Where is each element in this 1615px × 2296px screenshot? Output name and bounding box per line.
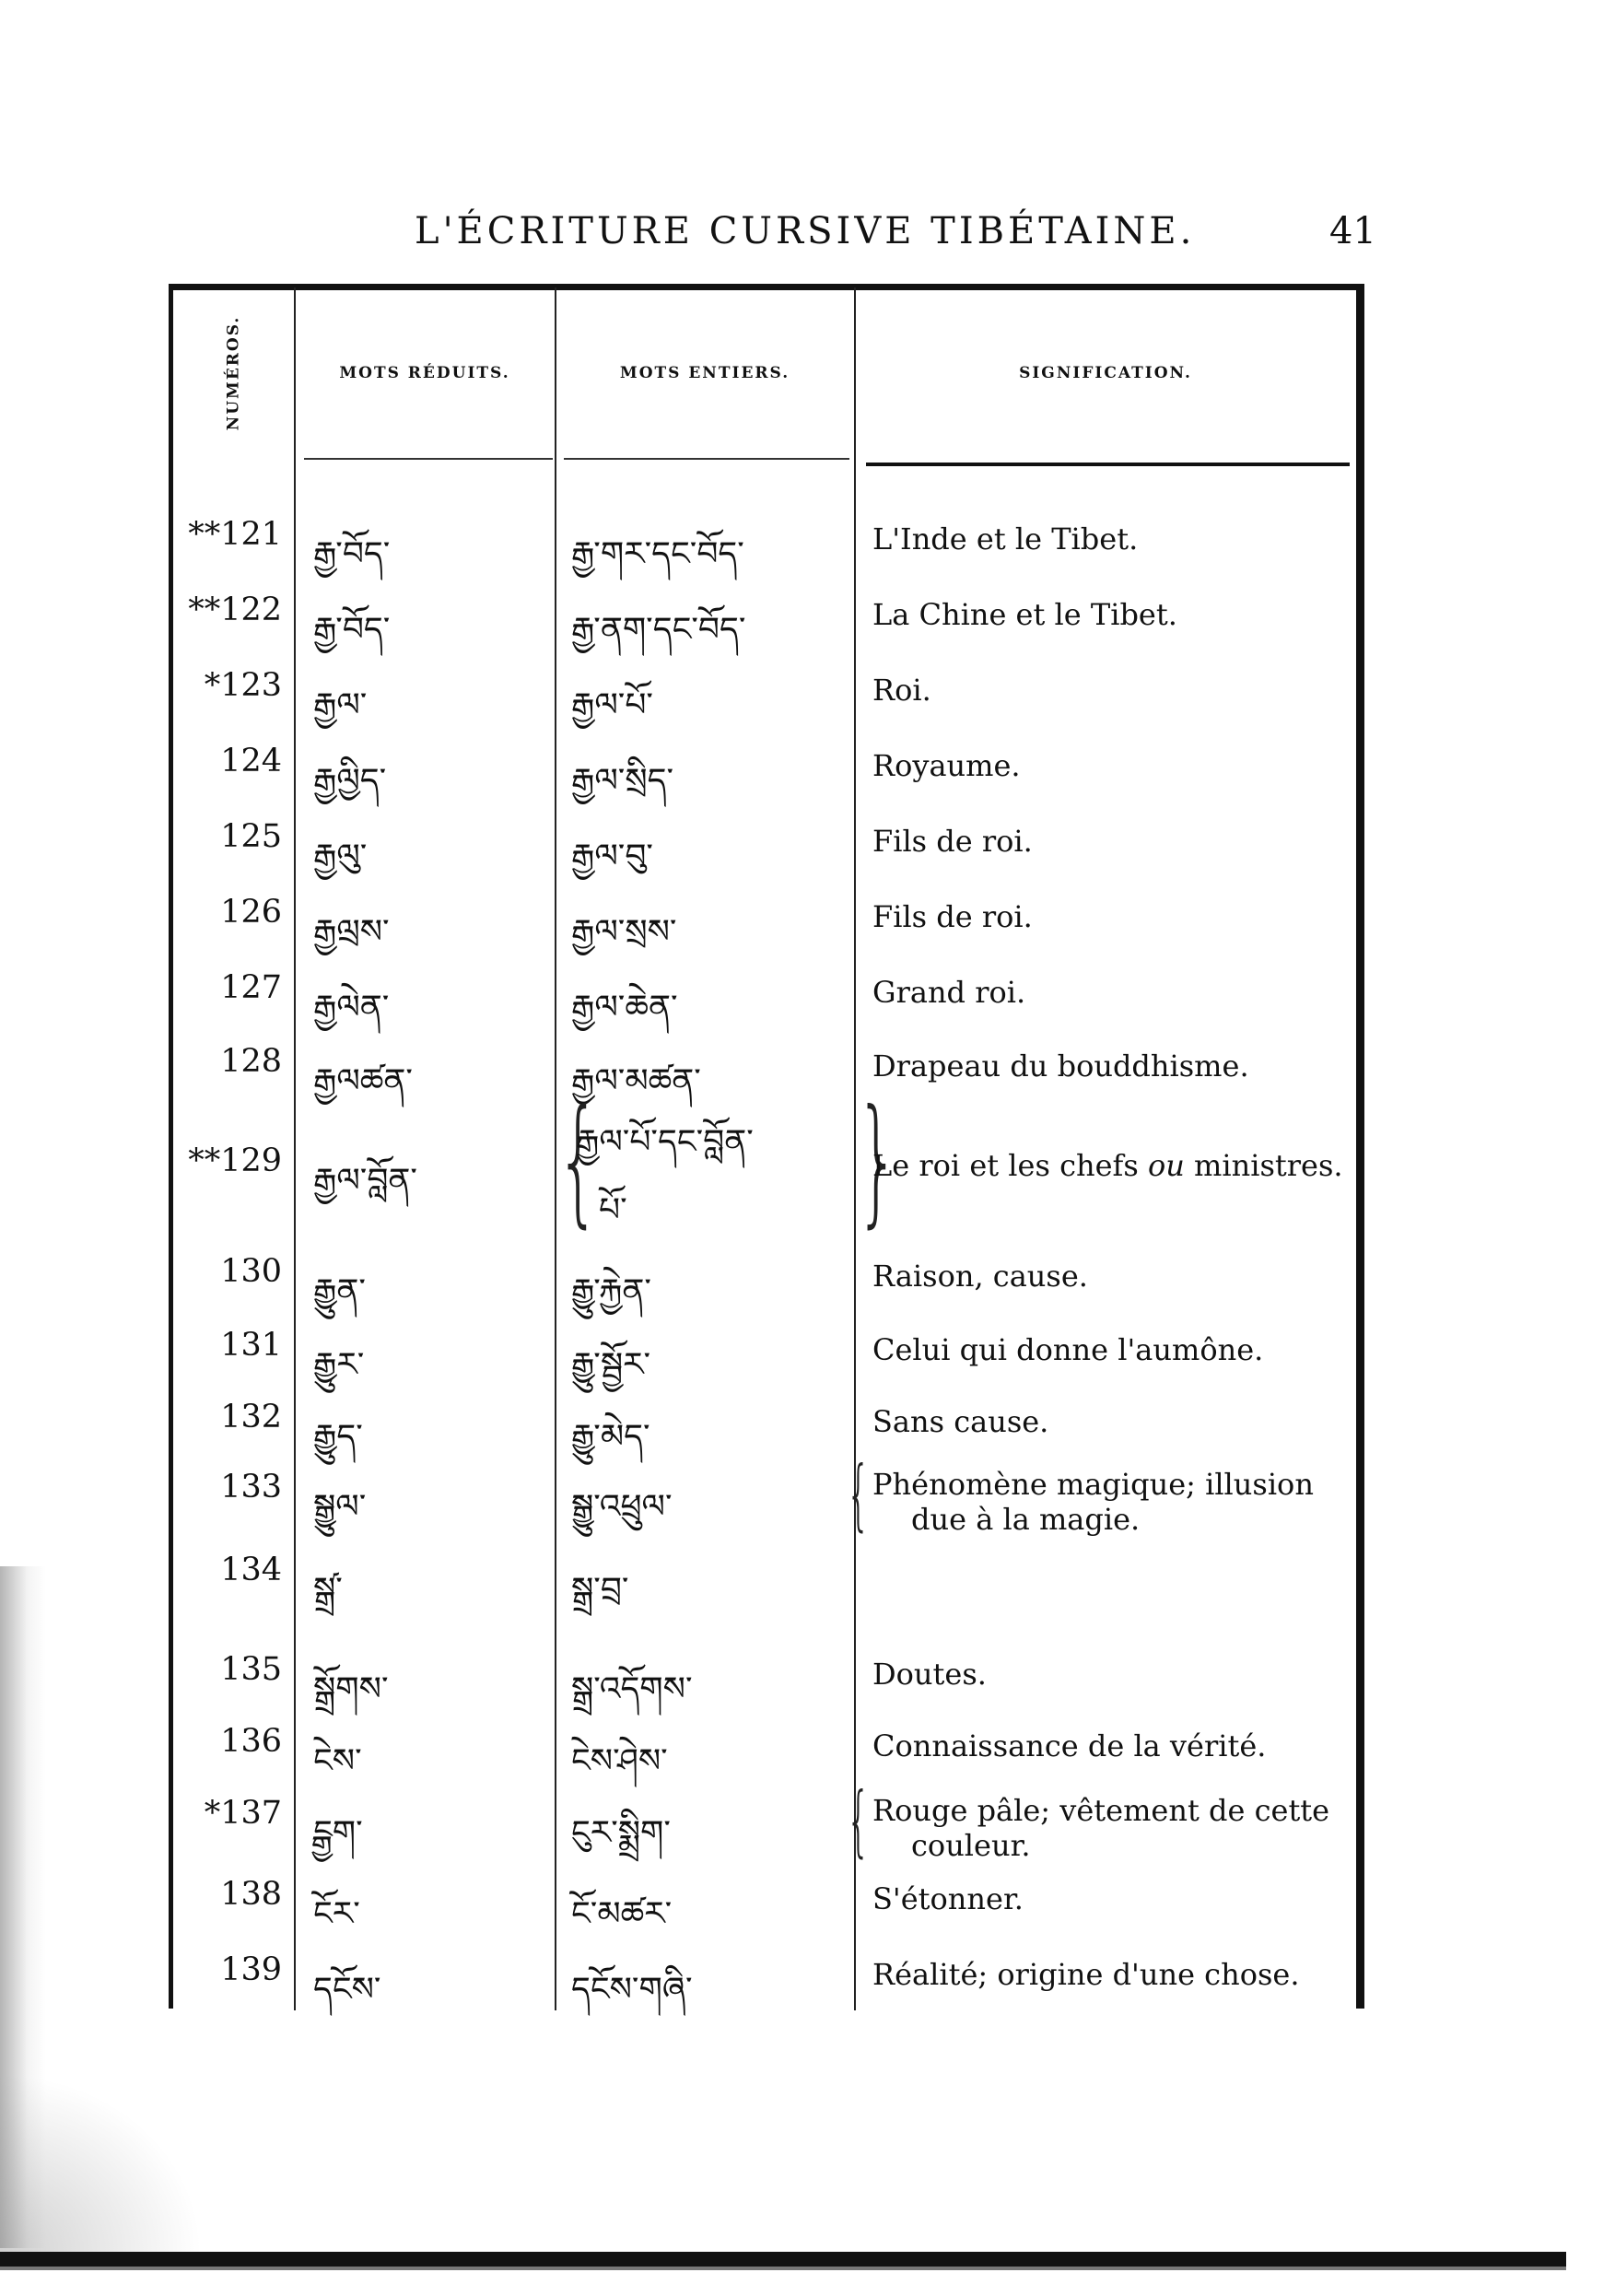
full-word: རྒྱལ་ཆེན་	[571, 989, 678, 1026]
full-word: ངུར་སྨྲིག་	[571, 1814, 671, 1852]
reduced-word: རྒྱུན་	[313, 1272, 366, 1310]
meaning-emphasis: ou	[1147, 1148, 1185, 1183]
reduced-word: རྒྱལེན་	[313, 989, 390, 1026]
reduced-word: རྒྱལ་བློན་	[313, 1162, 417, 1200]
full-word: རྒྱུ་སྦྱོར་	[571, 1346, 651, 1384]
entry-number: 125	[220, 818, 282, 855]
meaning: Royaume.	[872, 748, 1021, 783]
bottom-rule	[0, 2252, 1566, 2267]
entry-number: 139	[220, 1951, 282, 1988]
entry-number: 128	[220, 1043, 282, 1080]
full-word: རྒྱལ་སྲས་	[571, 913, 677, 951]
full-word: དངོས་གཞི་	[571, 1971, 693, 2009]
meaning: Connaissance de la vérité.	[872, 1728, 1267, 1763]
meaning	[872, 1793, 1352, 1863]
full-word: ངོ་མཚར་	[571, 1895, 673, 1933]
meaning: Doutes.	[872, 1657, 987, 1692]
meaning: La Chine et le Tibet.	[872, 597, 1177, 632]
full-word: སྒྱུ་འཕྲུལ་	[571, 1488, 673, 1526]
entry-number: 124	[220, 743, 282, 779]
reduced-word: ངེས་	[313, 1742, 362, 1780]
reduced-word: རྒྱ་བོད་	[313, 611, 391, 649]
reduced-word: དངོས་	[313, 1971, 381, 2009]
column-header-mots-reduits	[297, 295, 553, 451]
meaning-line: couleur.	[911, 1828, 1031, 1863]
page-title: L'ÉCRITURE CURSIVE TIBÉTAINE.	[415, 210, 1196, 252]
full-word: རྒྱལ་པོ་དང་བློན་	[576, 1123, 754, 1161]
left-brace: {	[556, 1081, 601, 1241]
meaning: L'Inde et le Tibet.	[872, 521, 1139, 556]
meaning: S'étonner.	[872, 1881, 1024, 1916]
full-word-continuation: པོ་	[599, 1191, 627, 1229]
meaning: Celui qui donne l'aumône.	[872, 1332, 1264, 1367]
column-header-label: NUMÉROS.	[223, 315, 242, 431]
full-word: རྒྱ་གར་དང་བོད་	[571, 535, 744, 573]
column-header-signification	[857, 295, 1354, 451]
entry-number: 133	[220, 1469, 282, 1505]
page-number: 41	[1329, 210, 1376, 252]
reduced-word: ངྒྱག་	[313, 1814, 363, 1852]
running-head	[0, 203, 1615, 258]
entry-number: 135	[220, 1651, 282, 1688]
reduced-word: རྒྱལཚན་	[313, 1062, 413, 1100]
entry-number: 134	[220, 1552, 282, 1588]
full-word: རྒྱུ་རྐྱེན་	[571, 1272, 651, 1310]
meaning: Réalité; origine d'une chose.	[872, 1957, 1300, 1992]
meaning: Roi.	[872, 673, 931, 708]
entry-number: 131	[220, 1327, 282, 1364]
reduced-word: རྒྱལྱིད་	[313, 762, 387, 800]
header-rule	[304, 458, 553, 460]
meaning-line: Rouge pâle; vêtement de cette	[872, 1793, 1330, 1828]
reduced-word: རྒྱ་བོད་	[313, 535, 391, 573]
entry-number: *137	[204, 1795, 282, 1832]
full-word: རྒྱ་ནག་དང་བོད་	[571, 611, 746, 649]
entry-number: 132	[220, 1399, 282, 1435]
column-header-mots-entiers	[557, 295, 852, 451]
meaning: Fils de roi.	[872, 824, 1033, 859]
entry-number: **121	[188, 516, 282, 553]
reduced-word: རྒྱལ་	[313, 686, 368, 724]
column-header-label: MOTS ENTIERS.	[619, 364, 790, 382]
meaning: Fils de roi.	[872, 899, 1033, 934]
full-word: རྒྱལ་མཚན་	[571, 1062, 701, 1100]
header-rule	[866, 463, 1350, 466]
meaning	[872, 1467, 1352, 1537]
full-word: ངེས་ཤེས་	[571, 1742, 668, 1780]
page-corner-stain	[0, 2073, 203, 2252]
entry-number: 127	[220, 969, 282, 1006]
entry-number: 126	[220, 894, 282, 931]
full-word: རྒྱུ་མེད་	[571, 1418, 650, 1456]
left-brace: {	[846, 1449, 872, 1540]
meaning-text: Le roi et les chefs	[872, 1148, 1148, 1183]
full-word: རྒྱལ་སྲིད་	[571, 762, 674, 800]
entry-number: **122	[188, 592, 282, 628]
meaning: Sans cause.	[872, 1404, 1049, 1439]
bottom-rule-shadow	[0, 2267, 1566, 2270]
meaning-text: ministres.	[1184, 1148, 1343, 1183]
column-header-label: SIGNIFICATION.	[1019, 364, 1192, 382]
meaning: Grand roi.	[872, 975, 1026, 1010]
meaning-line: Phénomène magique; illusion	[872, 1467, 1314, 1502]
full-word: སྒྲ་འདོགས་	[571, 1670, 693, 1708]
meaning	[872, 1148, 1352, 1183]
reduced-word: རྒྱུར་	[313, 1346, 365, 1384]
meaning-line: due à la magie.	[911, 1502, 1141, 1537]
reduced-word: རྒྱལྲས་	[313, 913, 390, 951]
reduced-word: སྒྲ༹་	[313, 1571, 343, 1609]
reduced-word: རྒྱུད་	[313, 1418, 363, 1456]
entry-number: 136	[220, 1723, 282, 1760]
reduced-word: སྒྲོགས་	[313, 1670, 389, 1708]
full-word: རྒྱལ་བུ་	[571, 838, 653, 875]
entry-number: **129	[188, 1142, 282, 1179]
column-header-numeros	[173, 295, 293, 451]
column-divider	[294, 287, 296, 2010]
full-word: སྒྲ་བྲ་	[571, 1571, 629, 1609]
entry-number: 138	[220, 1876, 282, 1913]
entry-number: 130	[220, 1253, 282, 1290]
entry-number: *123	[204, 667, 282, 704]
reduced-word: རྒྱལུ་	[313, 838, 368, 875]
column-header-label: MOTS RÉDUITS.	[339, 364, 510, 382]
full-word: རྒྱལ་པོ་	[571, 686, 653, 724]
meaning: Drapeau du bouddhisme.	[872, 1048, 1249, 1084]
right-brace: }	[855, 1081, 900, 1241]
header-rule	[564, 458, 849, 460]
reduced-word: སྒྱུལ་	[313, 1488, 367, 1526]
reduced-word: ངོར་	[313, 1895, 360, 1933]
meaning: Raison, cause.	[872, 1259, 1088, 1294]
left-brace: {	[846, 1775, 872, 1866]
